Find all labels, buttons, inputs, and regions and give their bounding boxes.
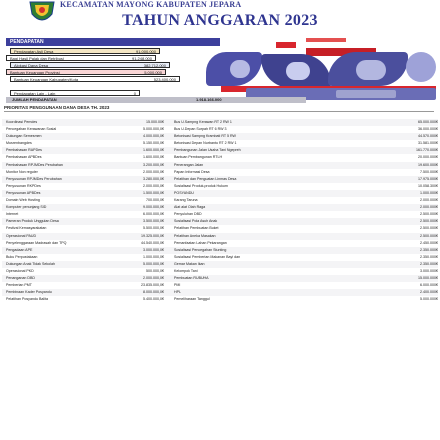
row-activity: Monitor Non reguler xyxy=(6,169,38,174)
table-row xyxy=(2,296,438,303)
row-activity-2: Pelatihan Aneka Masakan xyxy=(174,233,216,238)
row-amount: 3.500.000,0€ xyxy=(143,219,164,224)
row-activity: Internet xyxy=(6,212,19,217)
row-activity: Penyelenggaraan Madrasah dan TPQ xyxy=(6,240,67,245)
row-amount: 2.000.000,0€ xyxy=(143,276,164,281)
row-amount: 19.325.000,0€ xyxy=(141,233,164,238)
table-row xyxy=(2,204,438,211)
revenue-row-label: Alokasi Dana Desa xyxy=(14,63,49,68)
row-activity-2: POSYANDU xyxy=(174,190,194,195)
row-activity: Pembahasan RPJMDes Perubahan xyxy=(6,162,63,167)
row-activity: Koordinasi Pemdes xyxy=(6,120,38,124)
row-activity: Pelatihan Posyandu Balita xyxy=(6,297,48,302)
table-row xyxy=(2,126,438,133)
revenue-row-value: 382.712.000 xyxy=(143,63,166,68)
row-activity-2: Penerangan Jalan xyxy=(174,162,204,167)
table-row xyxy=(2,154,438,161)
decorative-shape xyxy=(406,52,436,82)
revenue-row xyxy=(10,48,160,54)
row-amount: 700.000,0€ xyxy=(146,198,164,203)
table-row xyxy=(2,147,438,154)
row-activity-2: Betonisasi Depan Nurbantu RT 2 RW 1 xyxy=(174,141,237,146)
row-amount-2: 36.000.000€ xyxy=(418,127,438,132)
row-activity-2: Alat alat Olah Raga xyxy=(174,205,206,210)
decorative-shape xyxy=(230,60,250,78)
row-amount-2: 17.975.000€ xyxy=(418,176,438,181)
row-activity: Buku Perpustakaan xyxy=(6,254,38,259)
row-activity: Dukungan Anak Tidak Sekolah xyxy=(6,261,55,266)
row-activity: Festival Kemasyarakatan xyxy=(6,226,47,231)
revenue-total xyxy=(6,97,306,103)
revenue-row-value: 523.400.000 xyxy=(153,77,176,82)
row-amount: 15.000.00€ xyxy=(146,120,164,124)
row-amount-2: 15.000.000€ xyxy=(418,276,438,281)
table-row xyxy=(2,240,438,247)
row-amount: 3.280.000,0€ xyxy=(143,176,164,181)
decorative-band xyxy=(306,38,346,42)
table-row xyxy=(2,218,438,225)
row-activity: Domain Web Hosting xyxy=(6,198,40,203)
table-row xyxy=(2,247,438,254)
row-activity-2: Pelatihan dan Penguatan Linmas Desa xyxy=(174,176,237,181)
table-row xyxy=(2,169,438,176)
row-amount-2: 2.450.000€ xyxy=(420,240,438,245)
decorative-shape xyxy=(336,90,396,98)
row-activity: Penyusunan RPJMDes Perubahan xyxy=(6,176,62,181)
row-amount: 5.000.000,0€ xyxy=(143,127,164,132)
table-row xyxy=(2,119,438,126)
table-row xyxy=(2,140,438,147)
row-activity: Operasional PAUD xyxy=(6,233,37,238)
row-amount: 23.835.000,0€ xyxy=(141,283,164,288)
row-amount-2: 44.570.000€ xyxy=(418,134,438,139)
row-amount-2: 2.500.000€ xyxy=(420,226,438,231)
row-amount-2: 2.500.000€ xyxy=(420,212,438,217)
row-activity: Pembinaan Kader Posyandu xyxy=(6,290,52,295)
row-activity-2: Sosialisasi Pencegahan Stunting xyxy=(174,247,227,252)
revenue-row xyxy=(6,55,156,61)
row-amount-2: 2.500.000€ xyxy=(420,219,438,224)
row-amount-2: 2.350.000€ xyxy=(420,254,438,259)
row-amount-2: 2.400.000€ xyxy=(420,290,438,295)
row-activity: Komputer penunjang SID xyxy=(6,205,47,210)
row-activity: Pemberian PMT xyxy=(6,283,32,288)
row-activity-2: Bantuan Pembangunan RTLH xyxy=(174,155,223,160)
row-activity-2: Pemeliharaan Tanggul xyxy=(174,297,210,302)
row-activity: Operasional PKD xyxy=(6,268,34,273)
row-activity-2: Bus U.Depan Surpah RT 6 RW 3 xyxy=(174,127,227,132)
row-amount: 3.000.000,0€ xyxy=(143,247,164,252)
revenue-row xyxy=(6,69,166,75)
revenue-row-label: Bagi Hasil Pajak dan Retribusi xyxy=(10,56,64,61)
regency-logo-icon xyxy=(26,0,58,26)
row-activity: Pembahasan APBDes xyxy=(6,155,42,160)
table-row xyxy=(2,282,438,289)
revenue-row-value: 0 xyxy=(133,91,136,96)
decorative-shape xyxy=(286,62,310,80)
revenue-row xyxy=(10,62,170,68)
revenue-row-label: Bantuan Keuangan Kabupaten/Kota xyxy=(14,77,79,82)
row-activity-2: Gemar Makan Ikan xyxy=(174,261,205,266)
row-activity: Musrenbangdes xyxy=(6,141,32,146)
row-amount-2: 2.350.000€ xyxy=(420,261,438,266)
decorative-band xyxy=(276,42,296,48)
row-amount-2: 7.500.000€ xyxy=(420,169,438,174)
row-activity-2: Sosialisasi Pola Asuh Anak xyxy=(174,219,218,224)
row-amount-2: 161.770.000€ xyxy=(416,148,438,153)
row-activity-2: Pembuatan RUBUHA xyxy=(174,276,209,281)
table-row xyxy=(2,225,438,232)
row-amount-2: 6.000.000€ xyxy=(420,283,438,288)
table-row xyxy=(2,275,438,282)
row-activity-2: Pembangunan Jalan Usaha Tani Ngepreh xyxy=(174,148,241,153)
revenue-row-label: Pendapatan Lain - Lain xyxy=(14,91,56,96)
row-amount-2: 65.000.000€ xyxy=(418,120,438,124)
row-amount-2: 2.000.000€ xyxy=(420,205,438,210)
row-activity-2: Kelompok Tani xyxy=(174,268,198,273)
row-amount-2: 1.000.000€ xyxy=(420,190,438,195)
header-title-top: KECAMATAN MAYONG KABUPATEN JEPARA xyxy=(60,0,242,9)
row-amount-2: 19.600.000€ xyxy=(418,162,438,167)
revenue-row-value: 91.000.000 xyxy=(135,49,156,54)
row-activity: Pengadaan APE xyxy=(6,247,33,252)
table-row xyxy=(2,268,438,275)
row-activity-2: HPL xyxy=(174,290,181,295)
revenue-row-label: Pendapatan Asli Desa xyxy=(14,49,54,54)
decorative-shape xyxy=(356,60,386,80)
row-amount: 44.540.000,0€ xyxy=(141,240,164,245)
row-activity: Pencegahan Kerawanan Sosial xyxy=(6,127,57,132)
row-amount: 2.000.000,0€ xyxy=(143,169,164,174)
row-activity-2: Karang Taruna xyxy=(174,198,198,203)
pendapatan-heading: PENDAPATAN xyxy=(6,38,220,46)
row-activity: Penyusunan APBDes xyxy=(6,190,41,195)
row-amount-2: 10.058.300€ xyxy=(418,183,438,188)
row-amount: 3.200.000,0€ xyxy=(143,162,164,167)
table-row xyxy=(2,162,438,169)
row-amount: 1.500.000,0€ xyxy=(143,190,164,195)
revenue-infographic xyxy=(6,38,438,102)
row-amount: 500.000,0€ xyxy=(146,268,164,273)
header-title-main: TAHUN ANGGARAN 2023 xyxy=(122,12,318,29)
row-amount-2: 2.000.000€ xyxy=(420,198,438,203)
row-amount: 8.000.000,0€ xyxy=(143,290,164,295)
row-activity-2: Papan Informasi Desa xyxy=(174,169,210,174)
row-activity-2: Sosialisasi Produk-produk Hukum xyxy=(174,183,228,188)
row-amount: 5.150.000,0€ xyxy=(143,141,164,146)
row-activity-2: Betonisasi Sampng Krambati RT 5 RW xyxy=(174,134,236,139)
row-activity-2: Pelatihan Pembuatan Buket xyxy=(174,226,219,231)
row-activity: Pembahasan RAPDes xyxy=(6,148,42,153)
table-row xyxy=(2,133,438,140)
table-row xyxy=(2,190,438,197)
revenue-total-label: JUMLAH PENDAPATAN xyxy=(12,97,57,102)
table-body xyxy=(2,119,438,303)
row-amount-2: 5.000.000€ xyxy=(420,297,438,302)
row-activity: Dukungan Semesmen xyxy=(6,134,42,139)
row-activity-2: Pemanfaatan Lahan Pekarangan xyxy=(174,240,227,245)
revenue-row xyxy=(10,76,180,82)
row-amount-2: 2.350.000€ xyxy=(420,247,438,252)
table-row xyxy=(2,183,438,190)
row-amount: 1.600.000,0€ xyxy=(143,155,164,160)
row-amount: 5.400.000,0€ xyxy=(143,297,164,302)
revenue-row-label: Bantuan Keuangan Provinsi xyxy=(10,70,60,75)
row-activity: Penyusunan RKPDes xyxy=(6,183,41,188)
row-amount: 1.600.000,0€ xyxy=(143,148,164,153)
table-row xyxy=(2,176,438,183)
row-amount-2: 3.000.000€ xyxy=(420,268,438,273)
page-header xyxy=(0,0,440,40)
table-row xyxy=(2,211,438,218)
revenue-total-value: 1.918.166.000 xyxy=(196,97,222,102)
row-amount: 9.000.000,0€ xyxy=(143,205,164,210)
row-activity-2: Sosialisasi Pemberian Makanan Bayi dan xyxy=(174,254,241,259)
revenue-row xyxy=(10,90,140,96)
row-amount-2: 20.000.000€ xyxy=(418,155,438,160)
row-amount: 5.500.000,0€ xyxy=(143,226,164,231)
row-amount: 4.000.000,0€ xyxy=(143,134,164,139)
row-activity-2: Penyuluhan DBD xyxy=(174,212,202,217)
table-row xyxy=(2,233,438,240)
revenue-row-value: 5.000.000 xyxy=(144,70,162,75)
row-amount: 2.000.000,0€ xyxy=(143,183,164,188)
row-amount: 1.000.000,0€ xyxy=(143,254,164,259)
row-amount-2: 31.581.000€ xyxy=(418,141,438,146)
row-amount-2: 2.500.000€ xyxy=(420,233,438,238)
table-title: PRIORITAS PENGGUNAAN DANA DESA TH. 2023 xyxy=(4,105,434,112)
table-row xyxy=(2,197,438,204)
row-activity-2: Bus U.Sampng Kerawan RT 2 RW 1 xyxy=(174,120,232,124)
table-row xyxy=(2,261,438,268)
row-amount: 5.000.000,0€ xyxy=(143,261,164,266)
table-row xyxy=(2,254,438,261)
row-amount: 6.000.000,0€ xyxy=(143,212,164,217)
table-row xyxy=(2,289,438,296)
row-activity: Pameran Produk Unggulan Desa xyxy=(6,219,59,224)
row-activity-2: PMI xyxy=(174,283,181,288)
priority-table xyxy=(2,113,438,438)
revenue-row-value: 91.248.000 xyxy=(131,56,152,61)
row-activity: Penanganan DBD xyxy=(6,276,35,281)
